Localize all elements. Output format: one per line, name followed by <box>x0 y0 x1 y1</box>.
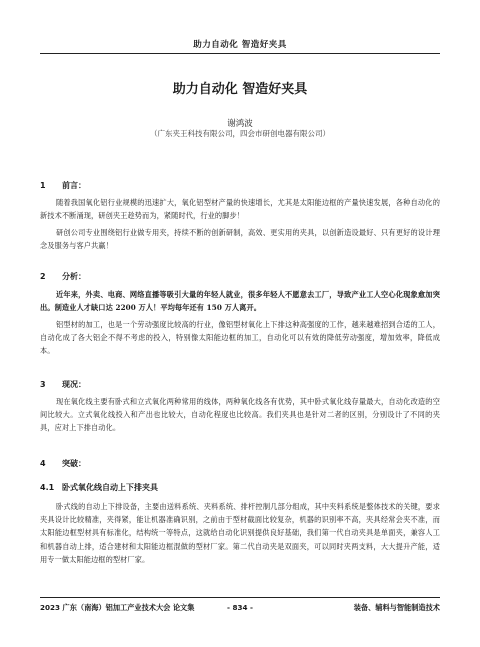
section-number: 3 <box>40 380 46 389</box>
section-heading-analysis <box>40 271 86 282</box>
section-title: 现况： <box>62 380 86 389</box>
status-paragraph-1: 现在氧化线主要有卧式和立式氧化两种常用的线体，两种氧化线各有优势，其中卧式氧化线存量最大，自动化改造的空间比较大。立式氧化线投入和产出也比较大，自动化程度也比较高。我们夹具也是针对二者的区别，分别设计了不同的夹具，应对上下排自动化。 <box>40 397 440 433</box>
author-name: 谢鸿波 <box>227 119 253 129</box>
subsection-heading <box>40 482 158 493</box>
footer-proceedings: 2023 广东（南海）铝加工产业技术大会 论文集 <box>40 603 195 612</box>
analysis-paragraph-2: 铝型材的加工，也是一个劳动强度比较高的行业，像铝型材氧化上下排这种高强度的工作，越来越难招到合适的工人，自动化成了各大铝企不得不考虑的投入，特别像太阳能边框的加工，自动化可以有效的降低劳动强度，增加效率，降低成本。 <box>40 320 440 356</box>
paper-title: 助力自动化 智造好夹具 <box>172 82 308 97</box>
header-rule <box>40 53 440 54</box>
intro-paragraph-1: 随着我国氧化铝行业规模的迅速扩大，氧化铝型材产量的快速增长，尤其是太阳能边框的产量快速发展，各种自动化的新技术不断涌现，研创夹王趁势而为，紧随时代，行业的脚步！ <box>40 198 440 221</box>
subsection-number: 4.1 <box>40 483 55 492</box>
section-number: 2 <box>40 272 46 281</box>
footer-topic: 装备、辅料与智能制造技术 <box>353 603 440 612</box>
section-heading-intro <box>40 180 86 191</box>
section-title: 前言： <box>62 181 86 190</box>
section-title: 突破： <box>62 459 86 468</box>
page-number: - 834 - <box>227 603 253 612</box>
author-affiliation: （广东夹王科技有限公司，四会市研创电器有限公司） <box>150 129 330 138</box>
section-title: 分析： <box>62 272 86 281</box>
footer-rule <box>40 597 440 598</box>
section-heading-breakthrough <box>40 458 86 469</box>
section-number: 4 <box>40 459 46 468</box>
running-head: 助力自动化 智造好夹具 <box>193 40 287 50</box>
intro-paragraph-2: 研创公司专业围绕铝行业做专用夹，持续不断的创新研制，高效、更实用的夹具，以创新造设最好、只有更好的设计理念及服务与客户共赢！ <box>40 228 440 251</box>
section-heading-status <box>40 379 86 390</box>
section-number: 1 <box>40 181 46 190</box>
subsection-title: 卧式氧化线自动上下排夹具 <box>62 483 158 492</box>
analysis-paragraph-1: 近年来，外卖、电商、网络直播等吸引大量的年轻人就业，很多年轻人不愿意去工厂，导致产业工人空心化现象愈加突出。制造业人才缺口达 2200 万人！平均每年还有 150 万人离开。 <box>40 290 440 313</box>
breakthrough-paragraph-1: 卧式线的自动上下排设备，主要由送料系统、夹料系统、排杆控制几部分组成，其中夹料系统是整体技术的关键，要求夹具设计比较精准，夹得紧，能让机器准确识别，之前由于型材截面比较复杂，机器的识别率不高，夹具经常会夹不准，而太阳能边框型材具有标准化，结构统一等特点，这就给自动化识别提供良好基础，我们第一代自动夹具是单面夹，兼容人工和机器自动上排，适合建材和太阳能边框混做的型材厂家。第二代自动夹是双面夹，可以同时夹两支料，大大提升产能，适用专一做太阳能边框的型材厂家。 <box>40 502 440 564</box>
